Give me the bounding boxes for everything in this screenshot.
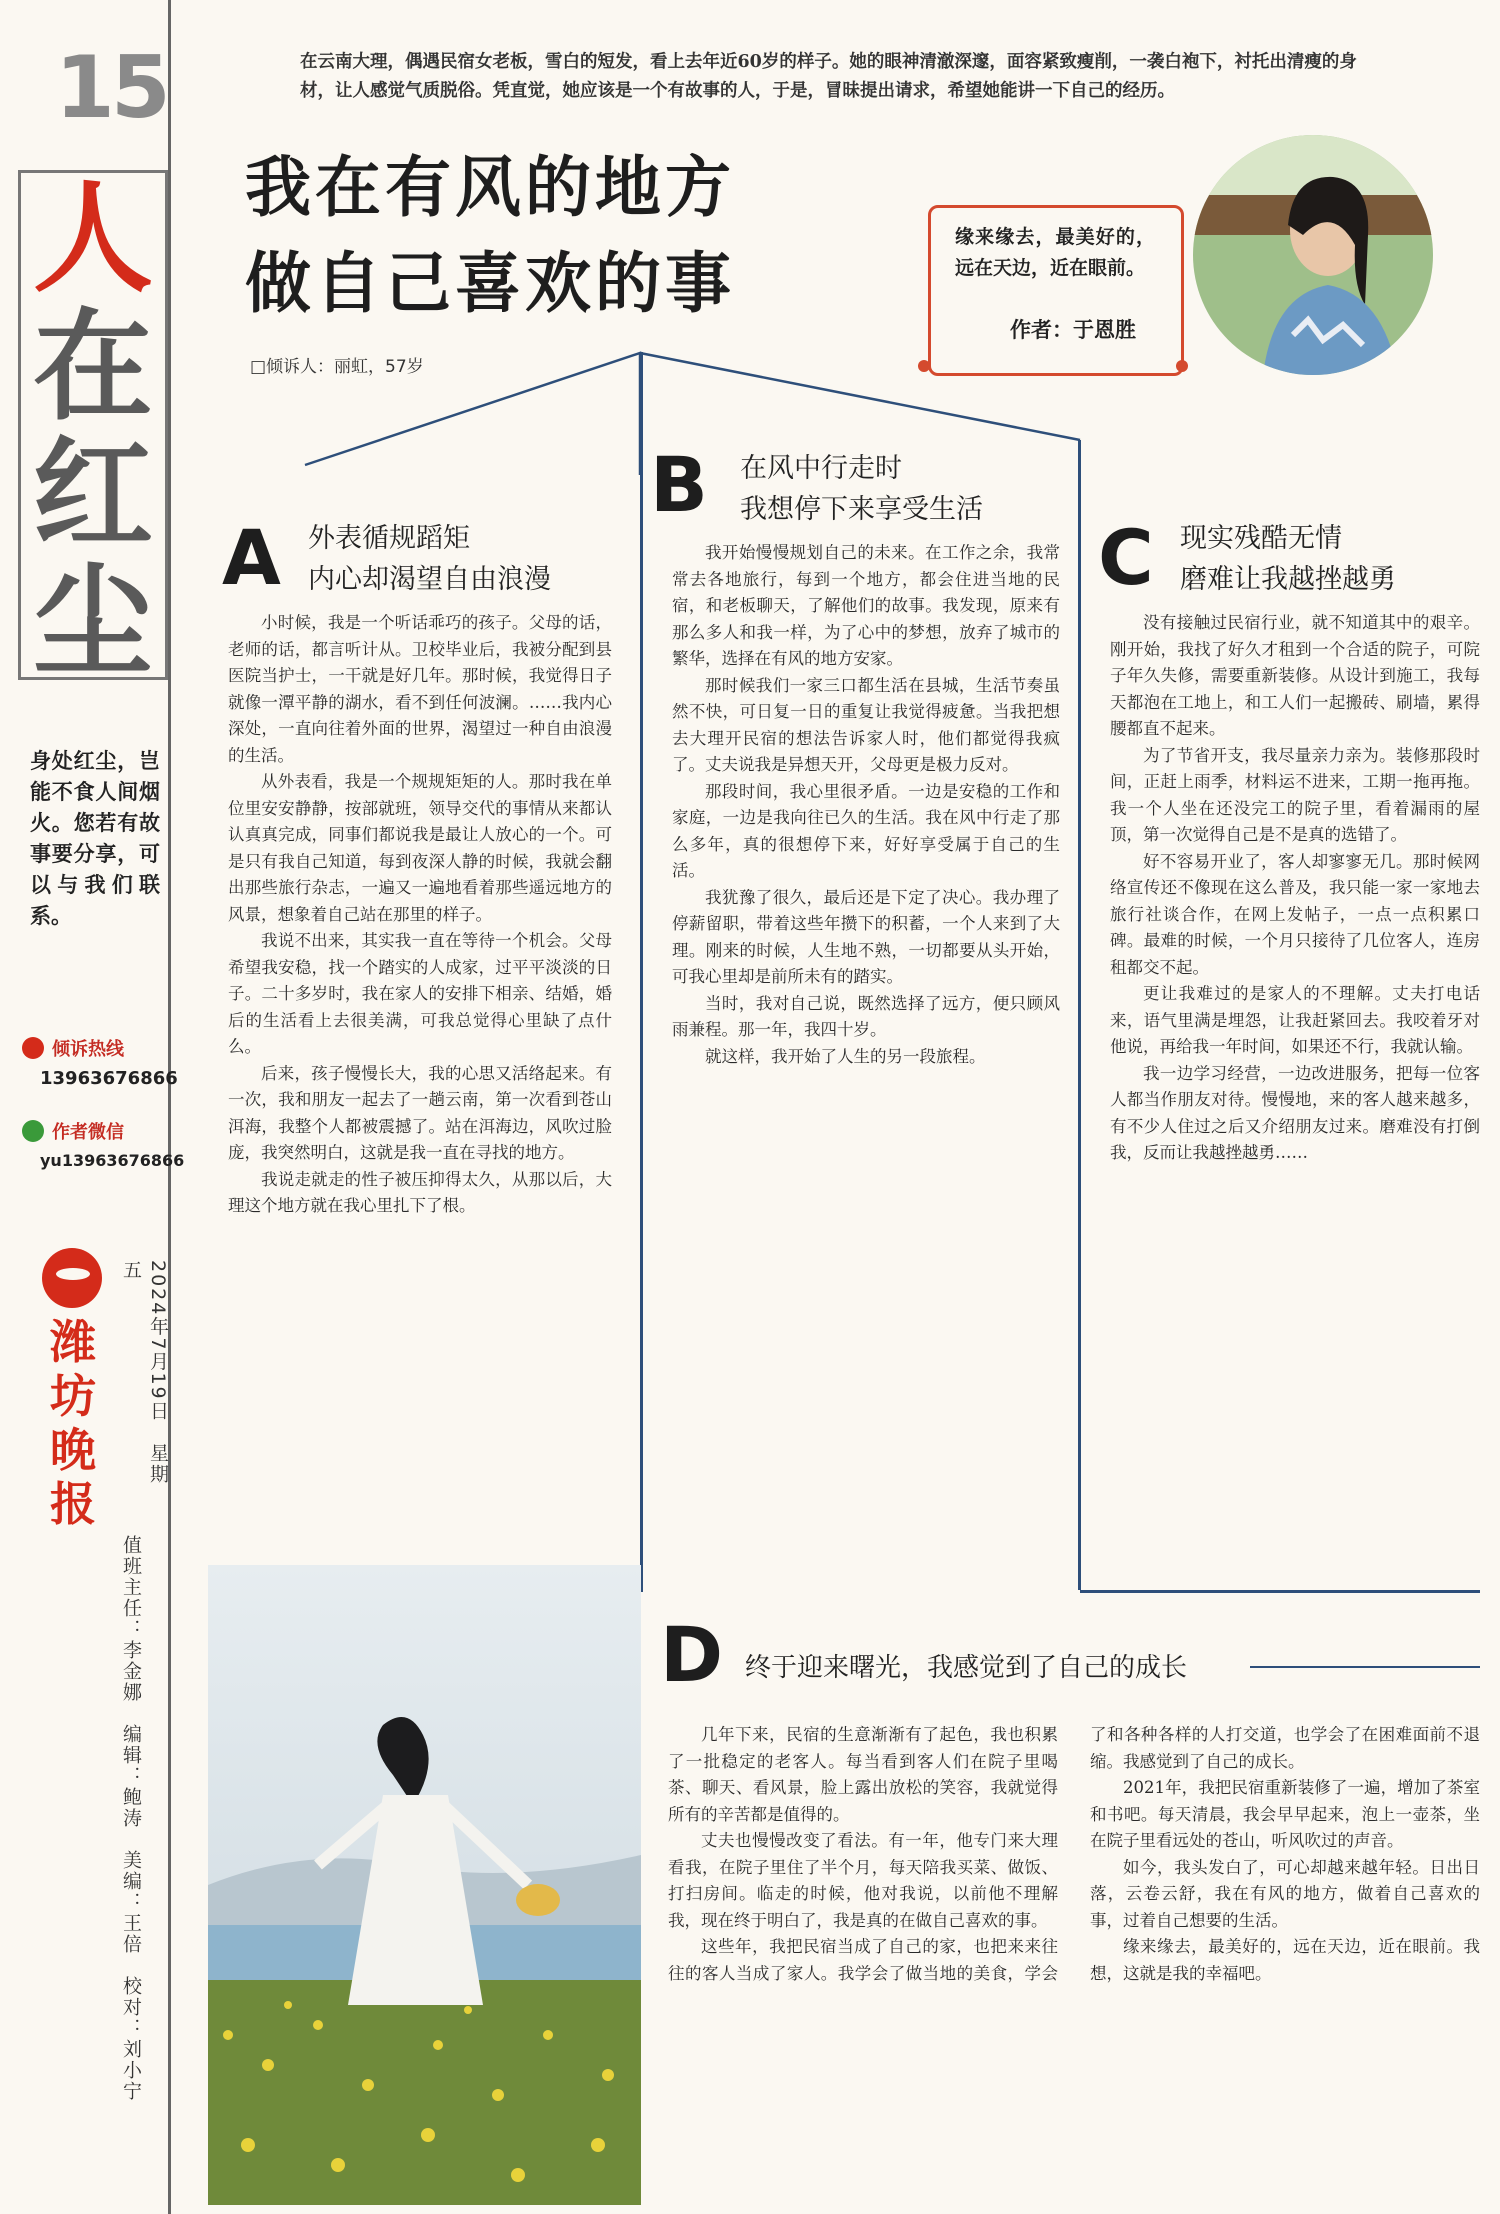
section-d-paragraph: 缘来缘去，最美好的，远在天边，近在眼前。我想，这就是我的幸福吧。	[1090, 1937, 1480, 1983]
issue-date-text: 2024年7月19日	[147, 1260, 169, 1422]
section-a-heading-line1: 外表循规蹈矩	[308, 523, 470, 554]
section-b-heading-line1: 在风中行走时	[740, 453, 902, 484]
section-c-paragraph: 为了节省开支，我尽量亲力亲为。装修那段时间，正赶上雨季，材料运不进来，工期一拖再拖。我一个人坐在还没完工的院子里，看着漏雨的屋顶，第一次觉得自己是不是真的选错了。	[1110, 745, 1480, 844]
section-d-paragraph: 2021年，我把民宿重新装修了一遍，增加了茶室和书吧。每天清晨，我会早早起来，泡上一壶茶，坐在院子里看远处的苍山，听风吹过的声音。	[1090, 1778, 1480, 1850]
newspaper-name: 潍坊晚报	[50, 1315, 96, 1531]
author-byline: 作者：于恩胜	[1010, 318, 1136, 342]
hotline-number[interactable]: 13963676866	[40, 1068, 178, 1089]
newspaper-logo-icon	[42, 1248, 102, 1308]
section-b-paragraph: 我开始慢慢规划自己的未来。在工作之余，我常常去各地旅行，每到一个地方，都会住进当地的民宿，和老板聊天，了解他们的故事。我发现，原来有那么多人和我一样，为了心中的梦想，放弃了城市的繁华，选择在有风的地方安家。	[672, 543, 1060, 668]
section-c-heading-line2: 磨难让我越挫越勇	[1180, 564, 1396, 595]
main-title-line2: 做自己喜欢的事	[245, 245, 735, 322]
section-d-paragraph: 这些年，我把民宿当成了自己的家，也把来来往往的客人当成了家人。我学会了做当地的美食，学会了和各种各样的人打交道，也学会了在困难面前不退缩。我感觉到了自己的成长。	[668, 1725, 1480, 1983]
section-c-paragraph: 我一边学习经营，一边改进服务，把每一位客人都当作朋友对待。慢慢地，来的客人越来越多，有不少人住过之后又介绍朋友过来。磨难没有打倒我，反而让我越挫越勇……	[1110, 1063, 1480, 1162]
section-d-paragraph: 丈夫也慢慢改变了看法。有一年，他专门来大理看我，在院子里住了半个月，每天陪我买菜、做饭、打扫房间。临走的时候，他对我说，以前他不理解我，现在终于明白了，我是真的在做自己喜欢的事。	[668, 1831, 1058, 1930]
section-d-paragraph: 如今，我头发白了，可心却越来越年轻。日出日落，云卷云舒，我在有风的地方，做着自己喜欢的事，过着自己想要的生活。	[1090, 1857, 1480, 1930]
pull-quote: 缘来缘去，最美好的，远在天边，近在眼前。	[955, 226, 1155, 279]
section-a-heading	[308, 518, 551, 600]
section-b-heading-line2: 我想停下来享受生活	[740, 494, 983, 525]
section-a-paragraph: 我说走就走的性子被压抑得太久，从那以后，大理这个地方就在我心里扎下了根。	[228, 1169, 612, 1215]
section-a-paragraph: 后来，孩子慢慢长大，我的心思又活络起来。有一次，我和朋友一起去了一趟云南，第一次看到苍山洱海，我整个人都被震撼了。站在洱海边，风吹过脸庞，我突然明白，这就是我一直在寻找的地方。	[228, 1063, 612, 1162]
column-rule-c	[1078, 440, 1081, 1590]
credits: 值班主任：李金娜 编辑：鲍涛 美编：王倍 校对：刘小宁	[120, 1535, 142, 2102]
section-b-heading	[740, 448, 983, 530]
section-a-paragraph: 我说不出来，其实我一直在等待一个机会。父母希望我安稳，找一个踏实的人成家，过平平淡淡的日子。二十多岁时，我在家人的安排下相亲、结婚，婚后的生活看上去很美满，可我总觉得心里缺了点什么。	[228, 931, 612, 1056]
issue-date	[118, 1260, 172, 1500]
section-c-body	[1110, 610, 1480, 1580]
quote-box-dot-icon	[1176, 360, 1188, 372]
section-b-paragraph: 我犹豫了很久，最后还是下定了决心。我办理了停薪留职，带着这些年攒下的积蓄，一个人来到了大理。刚来的时候，人生地不熟，一切都要从头开始，可我心里却是前所未有的踏实。	[672, 887, 1060, 986]
section-d-paragraph: 几年下来，民宿的生意渐渐有了起色，我也积累了一批稳定的老客人。每当看到客人们在院子里喝茶、聊天、看风景，脸上露出放松的笑容，我就觉得所有的辛苦都是值得的。	[668, 1725, 1058, 1824]
column-title	[18, 168, 168, 693]
side-note: 身处红尘，岂能不食人间烟火。您若有故事要分享，可以与我们联系。	[30, 748, 160, 928]
hotline-label: 倾诉热线	[52, 1039, 124, 1060]
main-title-line1: 我在有风的地方	[245, 149, 735, 226]
section-d-letter: D	[660, 1610, 724, 1699]
section-b-paragraph: 那时候我们一家三口都生活在县城，生活节奏虽然不快，可日复一日的重复让我觉得疲惫。当我把想去大理开民宿的想法告诉家人时，他们都觉得我疯了。丈夫说我是异想天开，父母更是极力反对。	[672, 675, 1060, 774]
section-a-body	[228, 610, 612, 1525]
column-title-first-char: 人	[33, 168, 153, 309]
column-divider	[168, 0, 171, 2214]
section-d-heading: 终于迎来曙光，我感觉到了自己的成长	[745, 1653, 1188, 1683]
section-d-body	[668, 1722, 1480, 2202]
section-a-paragraph: 小时候，我是一个听话乖巧的孩子。父母的话，老师的话，都言听计从。卫校毕业后，我被分配到县医院当护士，一干就是好几年。那时候，我觉得日子就像一潭平静的湖水，看不到任何波澜。……我内心深处，一直向往着外面的世界，渴望过一种自由浪漫的生活。	[228, 613, 612, 765]
wechat-label-row	[22, 1118, 124, 1144]
girl-in-field-photo	[208, 1565, 641, 2205]
phone-icon	[22, 1037, 44, 1059]
column-rule-b	[640, 352, 643, 1592]
section-d-heading-rule	[1250, 1666, 1480, 1668]
wechat-icon	[22, 1120, 44, 1142]
section-c-paragraph: 好不容易开业了，客人却寥寥无几。那时候网络宣传还不像现在这么普及，我只能一家一家地去旅行社谈合作，在网上发帖子，一点一点积累口碑。最难的时候，一个月只接待了几位客人，连房租都交不起。	[1110, 851, 1480, 977]
section-a-paragraph: 从外表看，我是一个规规矩矩的人。那时我在单位里安安静静，按部就班，领导交代的事情从来都认认真真完成，同事们都说我是最让人放心的一个。可是只有我自己知道，每到夜深人静的时候，我就会翻出那些旅行杂志，一遍又一遍地看着那些遥远地方的风景，想象着自己站在那里的样子。	[228, 772, 612, 924]
hotline-label-row	[22, 1035, 124, 1061]
section-b-paragraph: 当时，我对自己说，既然选择了远方，便只顾风雨兼程。那一年，我四十岁。	[672, 993, 1060, 1039]
section-b-paragraph: 就这样，我开始了人生的另一段旅程。	[705, 1046, 986, 1066]
author-portrait	[1193, 135, 1433, 375]
section-a-heading-line2: 内心却渴望自由浪漫	[308, 564, 551, 595]
section-c-heading-line1: 现实残酷无情	[1180, 523, 1342, 554]
page-number: 15	[55, 38, 167, 138]
issue-weekday: 星期五	[120, 1260, 169, 1485]
section-b-body	[672, 540, 1060, 1580]
wechat-id[interactable]: yu13963676866	[40, 1151, 185, 1170]
section-b-paragraph: 那段时间，我心里很矛盾。一边是安稳的工作和家庭，一边是我向往已久的生活。我在风中行走了那么多年，真的很想停下来，好好享受属于自己的生活。	[672, 781, 1060, 880]
column-title-rest: 在红尘	[33, 296, 153, 693]
section-c-paragraph: 更让我难过的是家人的不理解。丈夫打电话来，语气里满是埋怨，让我赶紧回去。我咬着牙对他说，再给我一年时间，如果还不行，我就认输。	[1110, 984, 1480, 1056]
section-c-paragraph: 没有接触过民宿行业，就不知道其中的艰辛。刚开始，我找了好久才租到一个合适的院子，可院子年久失修，需要重新装修。从设计到施工，我每天都泡在工地上，和工人们一起搬砖、刷墙，累得腰都直不起来。	[1110, 613, 1480, 738]
section-c-heading	[1180, 518, 1396, 600]
narrator-byline: □倾诉人：丽虹，57岁	[250, 357, 424, 377]
section-a-letter: A	[222, 513, 281, 602]
main-title	[245, 140, 735, 332]
section-b-letter: B	[650, 440, 708, 529]
section-c-letter: C	[1098, 513, 1154, 602]
section-d-rule	[1080, 1590, 1480, 1593]
wechat-label: 作者微信	[52, 1122, 124, 1143]
intro-text: 在云南大理，偶遇民宿女老板，雪白的短发，看上去年近60岁的样子。她的眼神清澈深邃，面容紧致瘦削，一袭白袍下，衬托出清瘦的身材，让人感觉气质脱俗。凭直觉，她应该是一个有故事的人，于是，冒昧提出请求，希望她能讲一下自己的经历。	[300, 52, 1357, 101]
